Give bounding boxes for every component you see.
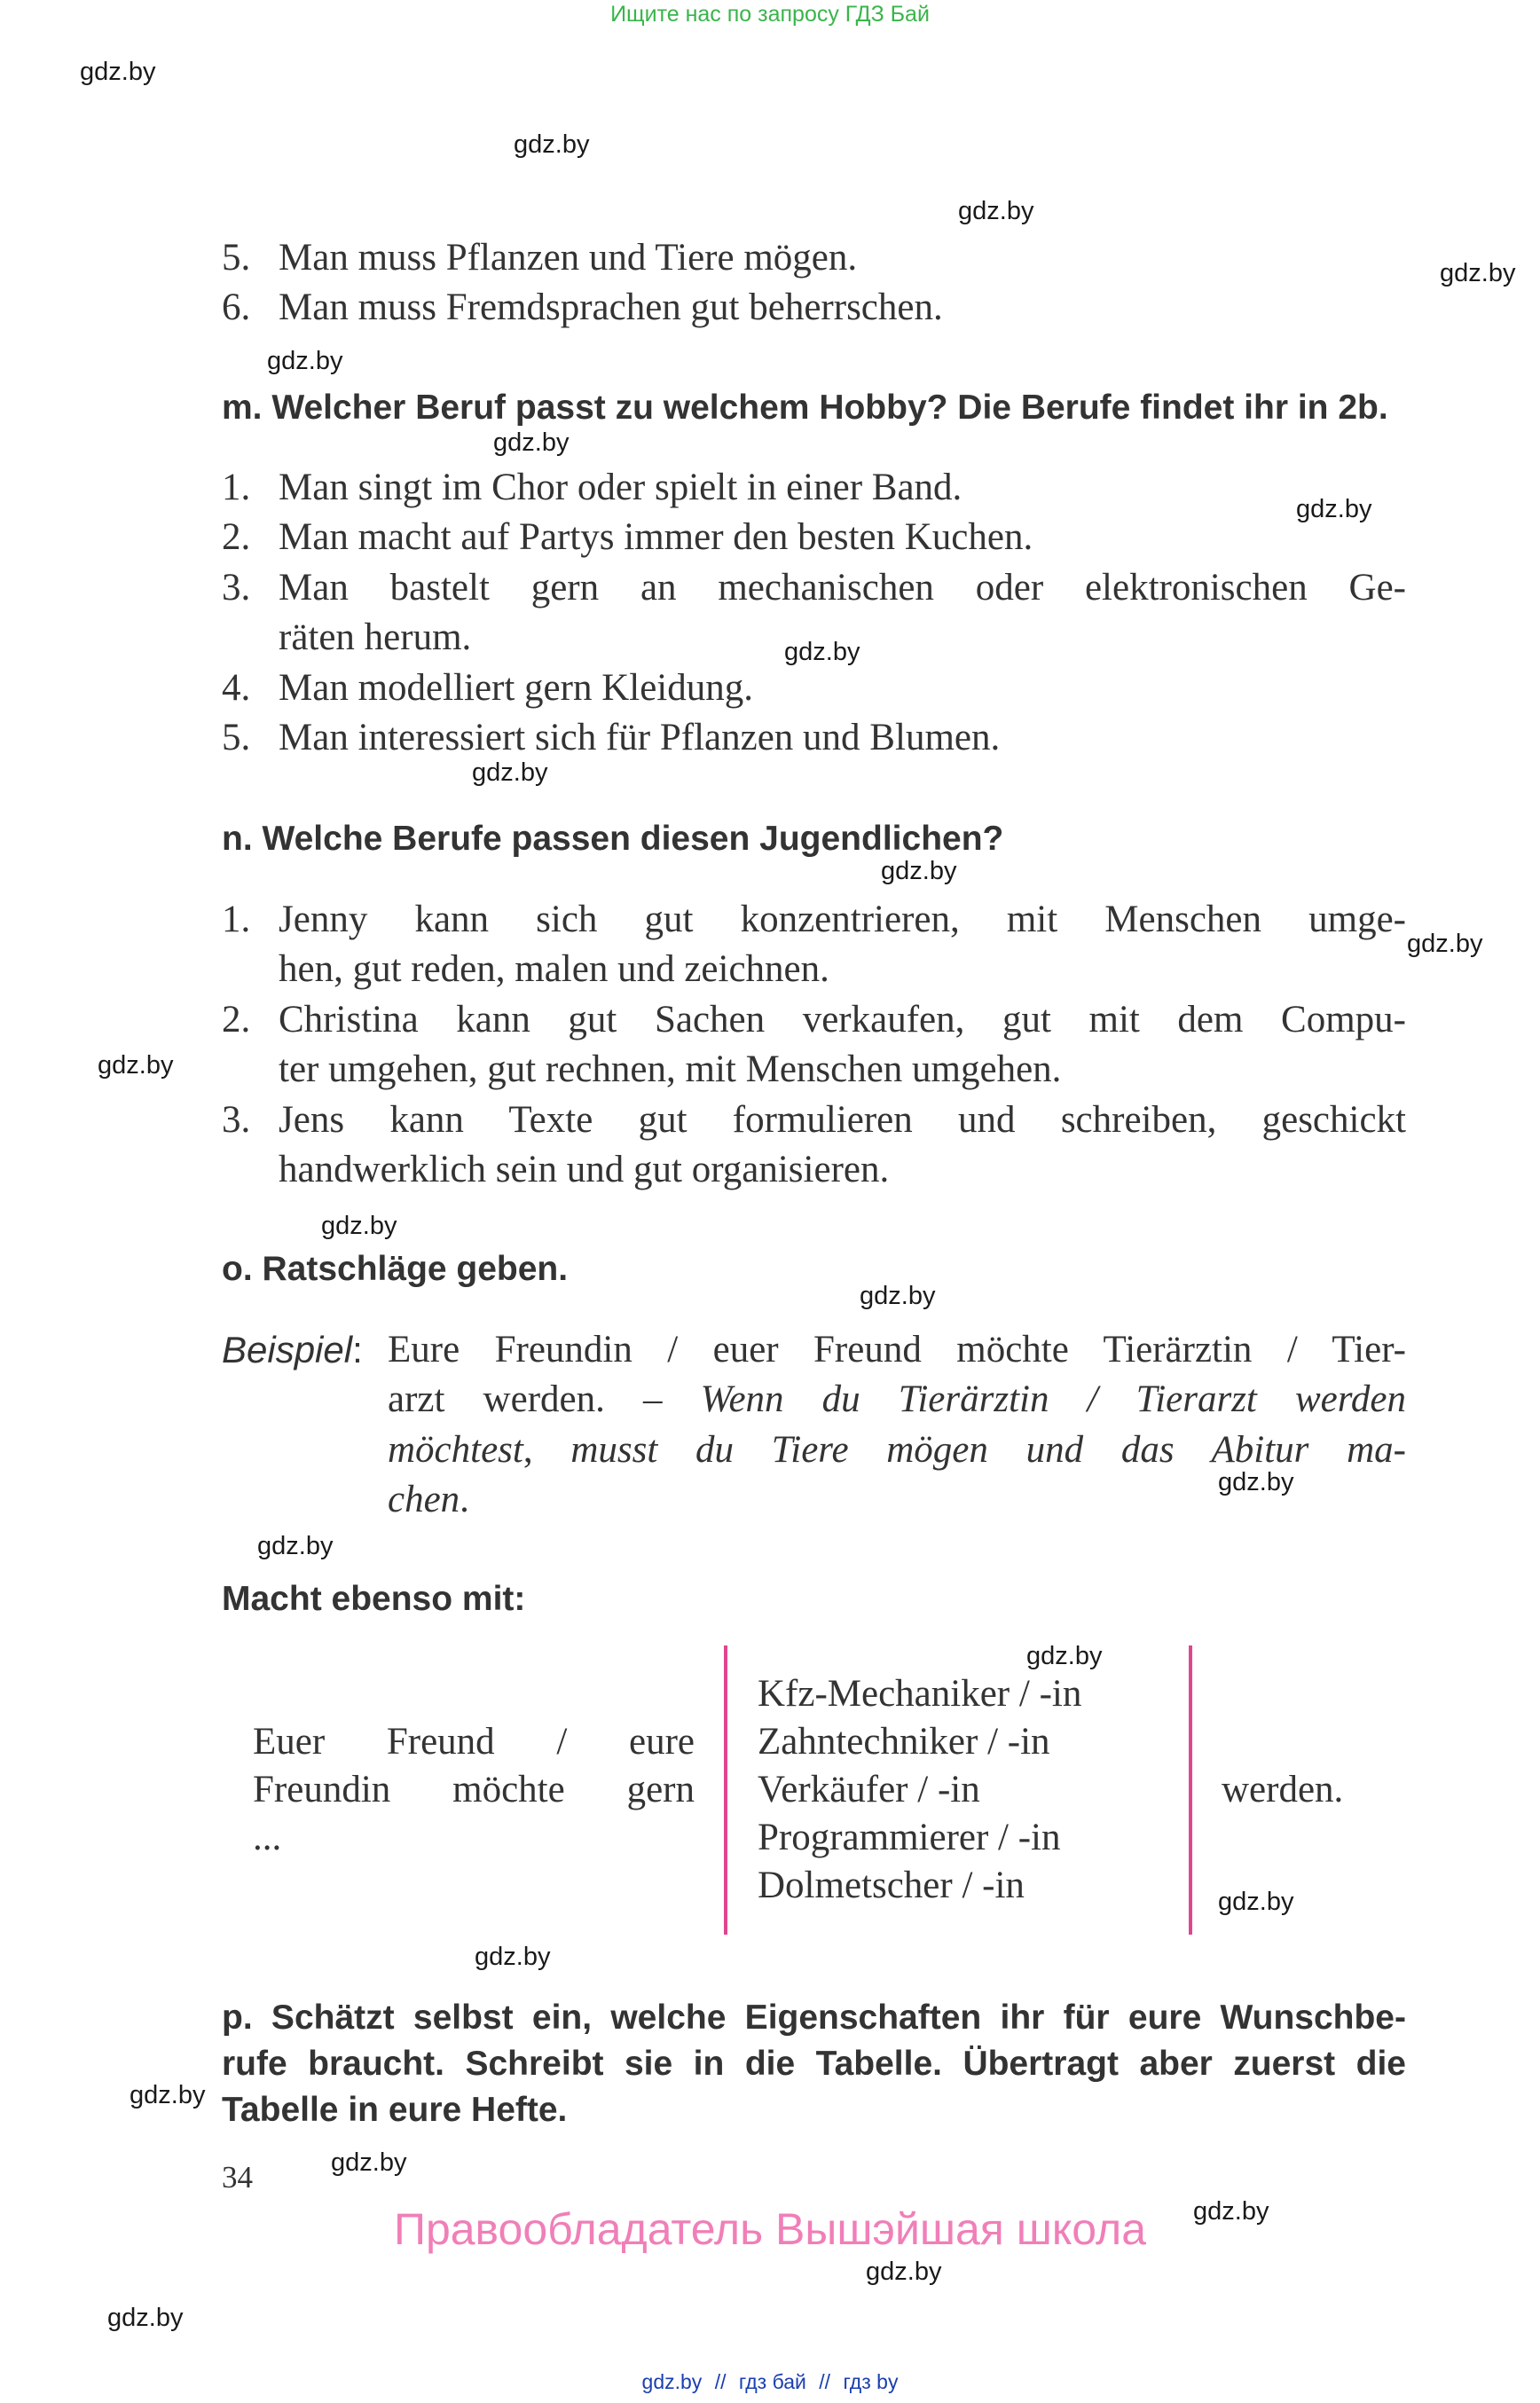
bottom-links <box>0 2370 1540 2394</box>
task-o-heading: o. Ratschläge geben. <box>222 1250 569 1288</box>
item-number: 5. <box>222 237 251 279</box>
item-text-continuation: räten herum. <box>279 616 472 658</box>
item-text: Jenny kann sich gut konzentrieren, mit Menschen umge- <box>279 899 1406 940</box>
item-number: 4. <box>222 667 251 709</box>
item-number: 3. <box>222 567 251 609</box>
task-p-heading: Tabelle in eure Hefte. <box>222 2091 568 2129</box>
profession-option: Dolmetscher / -in <box>758 1865 1025 1906</box>
top-banner[interactable]: Ищите нас по запросу ГДЗ Бай <box>610 2 930 27</box>
page-number: 34 <box>222 2160 253 2195</box>
item-text: Christina kann gut Sachen verkaufen, gut mit dem Compu- <box>279 999 1406 1041</box>
watermark: gdz.by <box>257 1532 334 1560</box>
profession-option: Verkäufer / -in <box>758 1769 980 1810</box>
link-gdz-by[interactable]: gdz.by <box>641 2370 703 2393</box>
example-line: Eure Freundin / euer Freund möchte Tierärztin / Tier- <box>388 1329 1406 1370</box>
item-number: 2. <box>222 516 251 558</box>
item-number: 1. <box>222 899 251 940</box>
example-line: arzt werden. – Wenn du Tierärztin / Tierarzt werden <box>388 1378 1406 1420</box>
item-text: Man interessiert sich für Pflanzen und Blumen. <box>279 717 1001 758</box>
item-text-continuation: ter umgehen, gut rechnen, mit Menschen umgehen. <box>279 1048 1062 1090</box>
item-text: Man modelliert gern Kleidung. <box>279 667 753 709</box>
item-number: 6. <box>222 287 251 328</box>
watermark: gdz.by <box>1440 259 1516 287</box>
task-p-heading: p. Schätzt selbst ein, welche Eigenschaften ihr für eure Wunschbe- <box>222 1999 1406 2037</box>
item-text: Man bastelt gern an mechanischen oder elektronischen Ge- <box>279 567 1406 609</box>
table-right-text: werden. <box>1222 1769 1344 1810</box>
watermark: gdz.by <box>80 58 156 86</box>
watermark: gdz.by <box>321 1212 397 1240</box>
item-number: 3. <box>222 1099 251 1141</box>
watermark: gdz.by <box>493 428 570 457</box>
link-gdz-bai[interactable]: гдз бай <box>738 2370 806 2393</box>
watermark: gdz.by <box>784 638 860 666</box>
watermark: gdz.by <box>98 1051 174 1080</box>
task-n-heading: n. Welche Berufe passen diesen Jugendlichen? <box>222 820 1004 858</box>
watermark: gdz.by <box>881 857 957 885</box>
watermark: gdz.by <box>866 2258 942 2286</box>
watermark: gdz.by <box>107 2304 184 2332</box>
watermark: gdz.by <box>1218 1468 1294 1496</box>
table-divider-right <box>1189 1645 1192 1935</box>
item-text: Man muss Pflanzen und Tiere mögen. <box>279 237 858 279</box>
item-text: Man singt im Chor oder spielt in einer Band. <box>279 467 962 508</box>
link-separator: // <box>714 2370 727 2393</box>
item-text-continuation: hen, gut reden, malen und zeichnen. <box>279 948 829 990</box>
item-text-continuation: handwerklich sein und gut organisieren. <box>279 1149 890 1190</box>
watermark: gdz.by <box>1407 930 1483 958</box>
macht-ebenso-heading: Macht ebenso mit: <box>222 1580 526 1618</box>
watermark: gdz.by <box>331 2148 407 2177</box>
item-number: 1. <box>222 467 251 508</box>
table-left-text: Euer Freund / eure <box>253 1721 695 1763</box>
task-p-heading: rufe braucht. Schreibt sie in die Tabelle. Übertragt aber zuerst die <box>222 2045 1406 2083</box>
watermark: gdz.by <box>514 130 590 159</box>
watermark: gdz.by <box>475 1943 551 1971</box>
task-m-heading: m. Welcher Beruf passt zu welchem Hobby? Die Berufe findet ihr in 2b. <box>222 389 1388 427</box>
profession-option: Kfz-Mechaniker / -in <box>758 1673 1082 1715</box>
watermark: gdz.by <box>860 1282 936 1310</box>
watermark: gdz.by <box>1218 1888 1294 1916</box>
table-left-ellipsis: ... <box>253 1817 282 1858</box>
copyright-owner: Правообладатель Вышэйшая школа <box>394 2204 1146 2254</box>
example-label: Beispiel: <box>222 1329 363 1370</box>
item-number: 5. <box>222 717 251 758</box>
table-left-text: Freundin möchte gern <box>253 1769 695 1810</box>
item-number: 2. <box>222 999 251 1041</box>
watermark: gdz.by <box>1193 2197 1269 2226</box>
watermark: gdz.by <box>1296 495 1372 523</box>
link-separator: // <box>819 2370 831 2393</box>
item-text: Jens kann Texte gut formulieren und schreiben, geschickt <box>279 1099 1406 1141</box>
profession-option: Zahntechniker / -in <box>758 1721 1050 1763</box>
watermark: gdz.by <box>472 758 548 787</box>
item-text: Man muss Fremdsprachen gut beherrschen. <box>279 287 943 328</box>
example-line: chen. <box>388 1479 469 1520</box>
watermark: gdz.by <box>130 2081 206 2109</box>
watermark: gdz.by <box>1026 1642 1103 1670</box>
watermark: gdz.by <box>958 197 1034 225</box>
item-text: Man macht auf Partys immer den besten Kuchen. <box>279 516 1033 558</box>
table-divider-left <box>724 1645 727 1935</box>
link-gdz-by-alt[interactable]: гдз by <box>843 2370 899 2393</box>
watermark: gdz.by <box>267 347 343 375</box>
example-line: möchtest, musst du Tiere mögen und das Abitur ma- <box>388 1429 1406 1471</box>
profession-option: Programmierer / -in <box>758 1817 1061 1858</box>
